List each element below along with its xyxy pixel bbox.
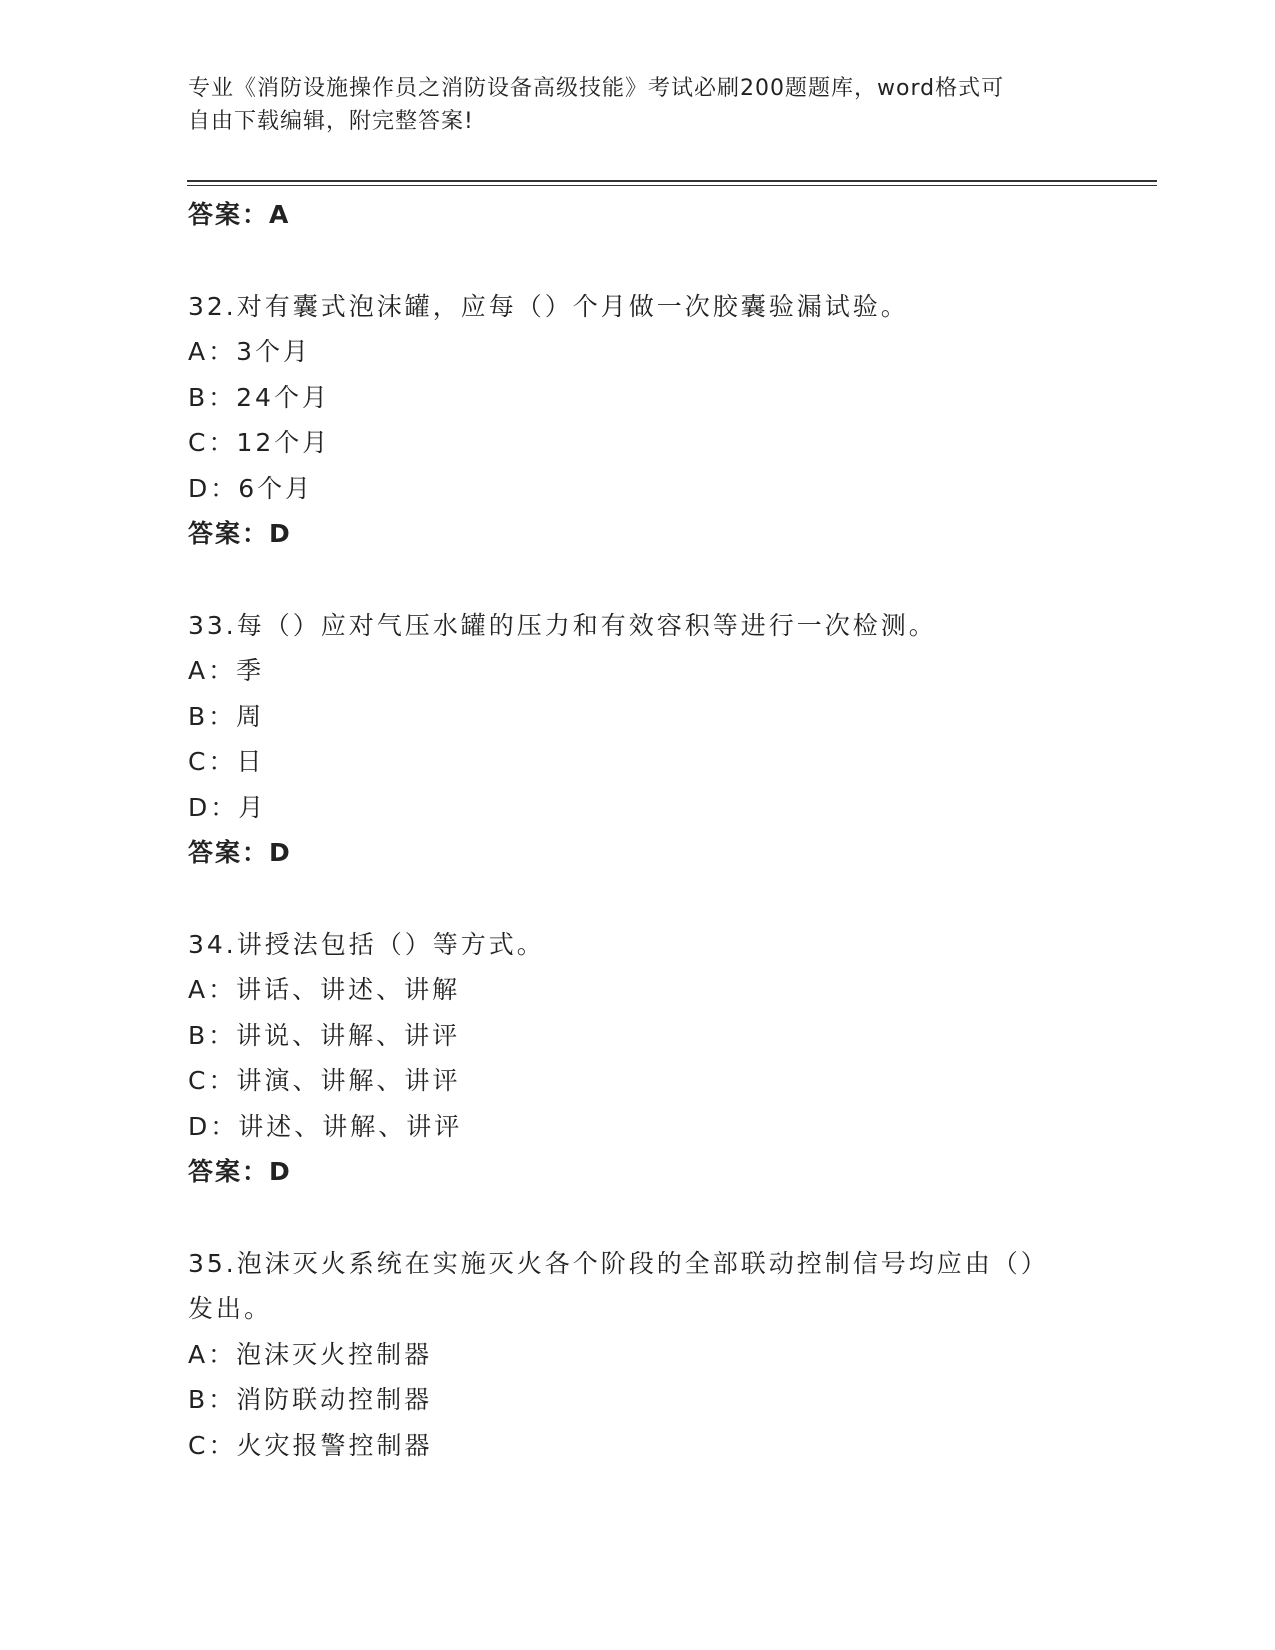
question-stem: 34.讲授法包括（）等方式。 (188, 929, 545, 959)
spacer (188, 876, 1088, 922)
option-c: C：12个月 (188, 428, 331, 457)
option-c: C：火灾报警控制器 (188, 1430, 433, 1460)
header-rule-thick (187, 180, 1157, 182)
question-34 (188, 922, 1088, 1195)
question-stem-line-2: 发出。 (188, 1294, 273, 1323)
question-stem: 32.对有囊式泡沫罐，应每（）个月做一次胶囊验漏试验。 (188, 291, 909, 321)
option-b: B：讲说、讲解、讲评 (188, 1020, 461, 1050)
question-answer: 答案：D (188, 519, 292, 548)
question-answer: 答案：D (188, 838, 292, 867)
question-list (188, 192, 1088, 1468)
option-d: D：月 (188, 792, 267, 822)
option-d: D：讲述、讲解、讲评 (188, 1111, 463, 1141)
header-line-2: 自由下载编辑，附完整答案! (188, 109, 474, 134)
option-a: A：泡沫灭火控制器 (188, 1339, 433, 1369)
header-line-1: 专业《消防设施操作员之消防设备高级技能》考试必刷200题题库，word格式可 (188, 76, 1005, 101)
prev-question-answer: 答案：A (188, 200, 291, 229)
question-stem: 33.每（）应对气压水罐的压力和有效容积等进行一次检测。 (188, 610, 937, 640)
option-c: C：日 (188, 747, 265, 776)
question-33 (188, 603, 1088, 876)
option-a: A：季 (188, 656, 265, 685)
document-header (188, 72, 1088, 138)
question-35 (188, 1241, 1088, 1469)
option-b: B：周 (188, 701, 265, 731)
question-stem-line-1: 35.泡沫灭火系统在实施灭火各个阶段的全部联动控制信号均应由（） (188, 1248, 1049, 1278)
header-rule-thin (187, 185, 1157, 186)
option-c: C：讲演、讲解、讲评 (188, 1066, 461, 1095)
spacer (188, 238, 1088, 284)
option-b: B：消防联动控制器 (188, 1385, 433, 1414)
option-b: B：24个月 (188, 382, 330, 412)
spacer (188, 1195, 1088, 1241)
option-d: D：6个月 (188, 473, 314, 503)
spacer (188, 557, 1088, 603)
question-answer: 答案：D (188, 1157, 292, 1186)
option-a: A：3个月 (188, 337, 312, 366)
question-32 (188, 284, 1088, 557)
option-a: A：讲话、讲述、讲解 (188, 975, 461, 1004)
